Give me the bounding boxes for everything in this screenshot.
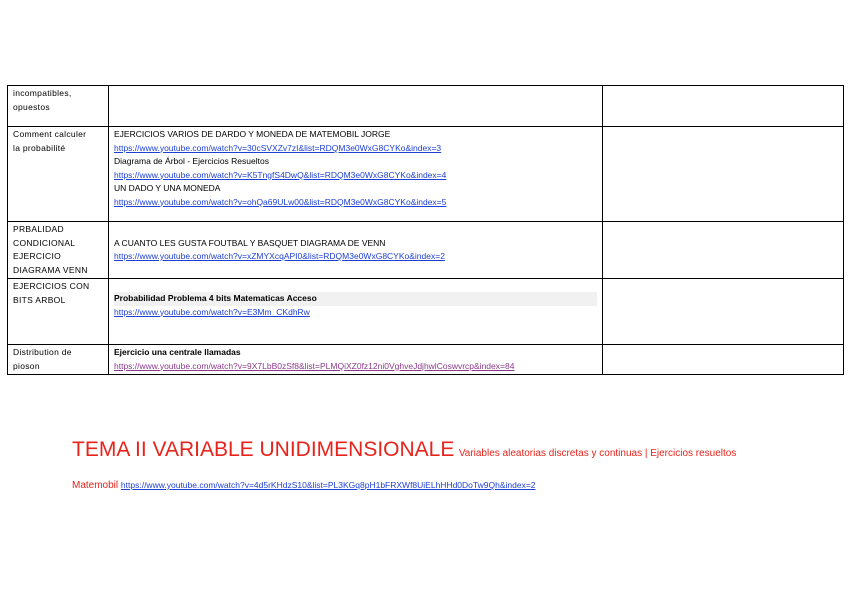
video-title: Diagrama de Árbol - Ejercicios Resueltos	[114, 156, 269, 166]
row-empty-cell	[603, 345, 844, 375]
table-row	[8, 345, 844, 375]
video-link[interactable]: https://www.youtube.com/watch?v=30cSVXZv7zI&list=RDQM3e0WxG8CYKo&index=3	[114, 142, 442, 153]
video-title: UN DADO Y UNA MONEDA	[114, 183, 221, 193]
row-label-line: opuestos	[13, 101, 50, 112]
table-row	[8, 279, 844, 345]
row-empty-cell	[603, 127, 844, 222]
row-label-line: EJERCICIO	[13, 251, 62, 261]
row-label-line: Distribution de	[13, 347, 72, 357]
row-label-line: Comment calculer	[13, 129, 87, 139]
video-title: A CUANTO LES GUSTA FOUTBAL Y BASQUET DIAGRAMA DE VENN	[114, 237, 386, 248]
video-link[interactable]: https://www.youtube.com/watch?v=9X7LbB0zSf8&list=PLMQiXZ0fz12ni0VghveJdjhwlCoswvrcp&index=84	[114, 360, 515, 371]
section-title: TEMA II VARIABLE UNIDIMENSIONALE	[72, 438, 455, 461]
section-source	[72, 480, 536, 491]
row-content-cell	[109, 345, 603, 375]
row-empty-cell	[603, 222, 844, 279]
row-content-cell	[109, 86, 603, 127]
video-title: Probabilidad Problema 4 bits Matematicas Acceso	[114, 292, 597, 306]
row-label-line: DIAGRAMA VENN	[13, 264, 88, 275]
section-heading	[72, 438, 736, 462]
row-label-line: CONDICIONAL	[13, 237, 76, 248]
video-title: EJERCICIOS VARIOS DE DARDO Y MONEDA DE MATEMOBIL JORGE	[114, 129, 391, 139]
row-label-line: la probabilité	[13, 142, 66, 153]
video-link[interactable]: https://www.youtube.com/watch?v=ohQa69ULw00&list=RDQM3e0WxG8CYKo&index=5	[114, 196, 447, 207]
source-name: Matemobil	[72, 480, 119, 491]
row-content-cell	[109, 222, 603, 279]
row-empty-cell	[603, 86, 844, 127]
video-link[interactable]: https://www.youtube.com/watch?v=E3Mm_CKdhRw	[114, 306, 310, 317]
table-row	[8, 222, 844, 279]
blank-line	[114, 223, 597, 237]
table-row	[8, 127, 844, 222]
row-label-line: EJERCICIOS CON	[13, 281, 90, 291]
row-label-line: pioson	[13, 360, 40, 371]
row-label-cell	[8, 279, 109, 345]
row-label-cell	[8, 86, 109, 127]
row-label-cell	[8, 127, 109, 222]
table-row	[8, 86, 844, 127]
row-label-line: PRBALIDAD	[13, 224, 64, 234]
video-link[interactable]: https://www.youtube.com/watch?v=xZMYXcqAPI0&list=RDQM3e0WxG8CYKo&index=2	[114, 251, 445, 261]
document-table	[7, 85, 844, 375]
row-label-line: BITS ARBOL	[13, 294, 66, 305]
row-content-cell	[109, 279, 603, 345]
row-label-cell	[8, 345, 109, 375]
row-label-cell	[8, 222, 109, 279]
row-content-cell	[109, 127, 603, 222]
row-empty-cell	[603, 279, 844, 345]
row-label-line: incompatibles,	[13, 88, 72, 98]
section-subtitle: Variables aleatorias discretas y continuas | Ejercicios resueltos	[458, 448, 737, 459]
video-title: Ejercicio una centrale llamadas	[114, 347, 241, 357]
source-link[interactable]: https://www.youtube.com/watch?v=4d5rKHdzS10&list=PL3KGq8pH1bFRXWf8UiELhHHd0DoTw9Qh&index=2	[120, 480, 536, 490]
video-link[interactable]: https://www.youtube.com/watch?v=K5TngfS4DwQ&list=RDQM3e0WxG8CYKo&index=4	[114, 169, 447, 180]
